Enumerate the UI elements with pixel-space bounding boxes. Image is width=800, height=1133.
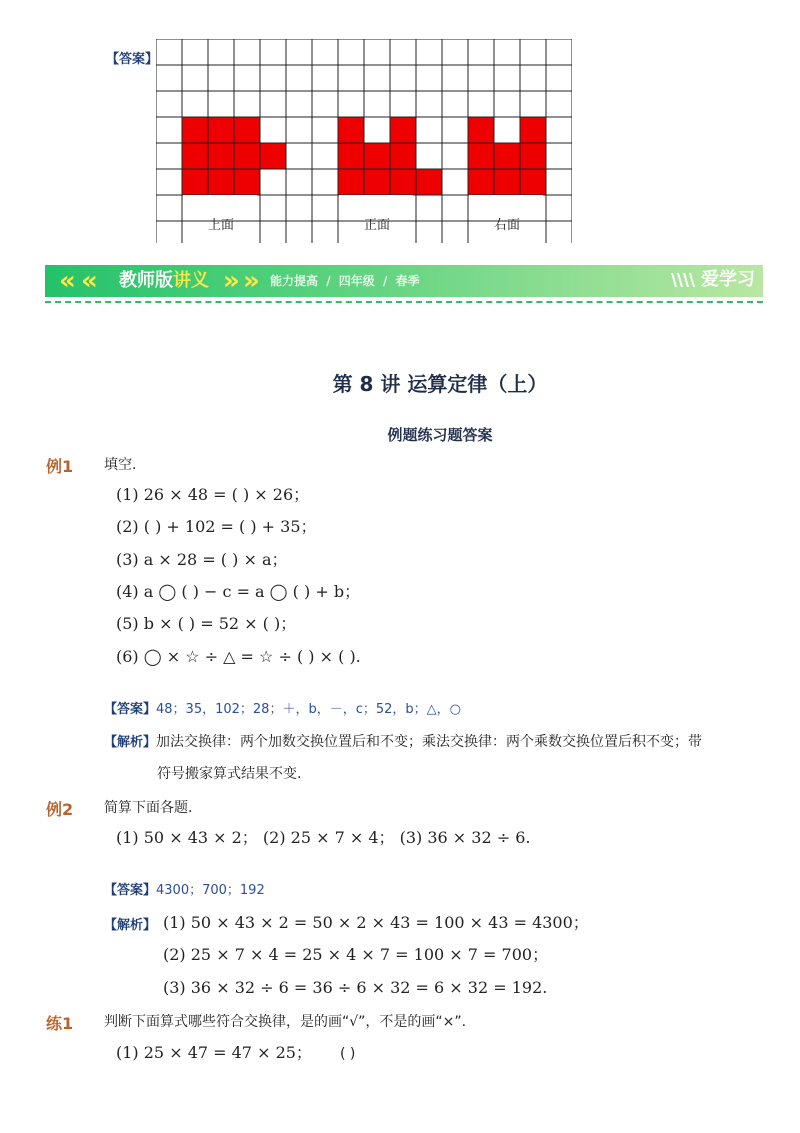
grid-filled-cell [520, 169, 546, 195]
ex2-answer: 【答案】4300；700；192 [104, 883, 265, 898]
three-view-grid [156, 39, 572, 243]
grid-filled-cell [234, 169, 260, 195]
ex1-item-3: (3) a × 28 = ( ) × a； [116, 550, 288, 569]
view-label-right: 右面 [493, 218, 521, 233]
grid-filled-cell [390, 169, 416, 195]
grid-filled-cell [338, 169, 364, 195]
chevron-left-icon: « [81, 266, 98, 296]
ex2-prompt: 简算下面各题. [104, 800, 193, 816]
grid-filled-cell [338, 143, 364, 169]
grid-filled-cell [416, 169, 442, 195]
banner-edition: 教师版讲义 [119, 270, 209, 291]
grid-filled-cell [182, 143, 208, 169]
ex1-label: 例1 [46, 457, 74, 476]
grid-filled-cell [182, 117, 208, 143]
ex1-analysis-cont: 符号搬家算式结果不变. [157, 766, 302, 782]
brand-mark-icon [669, 271, 697, 289]
brand-logo: 爱学习 [669, 268, 755, 292]
ex2-analysis-1: (1) 50 × 43 × 2 = 50 × 2 × 43 = 100 × 43 = 4300； [163, 913, 589, 932]
chevron-left-icon: « [59, 266, 76, 296]
grid-filled-cell [468, 117, 494, 143]
section-title: 例题练习题答案 [387, 426, 493, 444]
grid-filled-cell [468, 169, 494, 195]
header-banner [45, 265, 763, 297]
banner-divider [45, 301, 763, 303]
grid-filled-cell [494, 143, 520, 169]
grid-filled-cell [260, 143, 286, 169]
grid-filled-cell [520, 143, 546, 169]
ex1-answer: 【答案】48；35，102；28；＋，b，－，c；52，b；△，○ [104, 702, 461, 717]
chevron-right-icon: » [243, 266, 260, 296]
ex1-item-2: (2) ( ) + 102 = ( ) + 35； [116, 517, 317, 536]
ex1-item-6: (6) ◯ × ☆ ÷ △ = ☆ ÷ ( ) × ( ). [116, 647, 361, 666]
grid-filled-cell [208, 117, 234, 143]
grid-filled-cell [494, 169, 520, 195]
breadcrumb: 能力提高 / 四年级 / 春季 [270, 274, 420, 288]
grid-filled-cell [520, 117, 546, 143]
grid-filled-cell [182, 169, 208, 195]
grid-filled-cell [234, 143, 260, 169]
ex1-item-4: (4) a ◯ ( ) − c = a ◯ ( ) + b； [116, 582, 361, 601]
ex2-label: 例2 [46, 800, 74, 819]
chevron-right-icon: » [223, 266, 240, 296]
ex2-analysis-3: (3) 36 × 32 ÷ 6 = 36 ÷ 6 × 32 = 6 × 32 = 192. [163, 978, 548, 997]
view-label-front: 正面 [363, 218, 391, 233]
pr1-label: 练1 [46, 1014, 74, 1033]
grid-filled-cell [234, 117, 260, 143]
ex1-item-1: (1) 26 × 48 = ( ) × 26； [116, 485, 310, 504]
grid-filled-cell [468, 143, 494, 169]
pr1-prompt: 判断下面算式哪些符合交换律，是的画“√”，不是的画“×”. [104, 1014, 467, 1030]
grid-filled-cell [390, 117, 416, 143]
ex1-analysis: 【解析】加法交换律：两个加数交换位置后和不变；乘法交换律：两个乘数交换位置后积不变；带 [104, 734, 703, 750]
grid-filled-cell [208, 143, 234, 169]
pr1-item-1: (1) 25 × 47 = 47 × 25； [116, 1043, 312, 1062]
ex2-analysis-tag: 【解析】 [104, 918, 157, 933]
ex2-analysis-2: (2) 25 × 7 × 4 = 25 × 4 × 7 = 100 × 7 = 700； [163, 945, 549, 964]
grid-filled-cell [338, 117, 364, 143]
grid-filled-cell [390, 143, 416, 169]
ex1-prompt: 填空. [104, 457, 137, 473]
grid-filled-cell [208, 169, 234, 195]
pr1-answer-paren[interactable]: ( ) [340, 1046, 356, 1062]
view-label-top: 上面 [207, 218, 235, 233]
lecture-title: 第 8 讲 运算定律（上） [332, 372, 548, 396]
grid-filled-cell [364, 143, 390, 169]
ex2-items: (1) 50 × 43 × 2； (2) 25 × 7 × 4； (3) 36 × 32 ÷ 6. [116, 828, 531, 847]
grid-filled-cell [364, 169, 390, 195]
top-answer-label: 【答案】 [106, 52, 159, 67]
ex1-item-5: (5) b × ( ) = 52 × ( )； [116, 614, 297, 633]
